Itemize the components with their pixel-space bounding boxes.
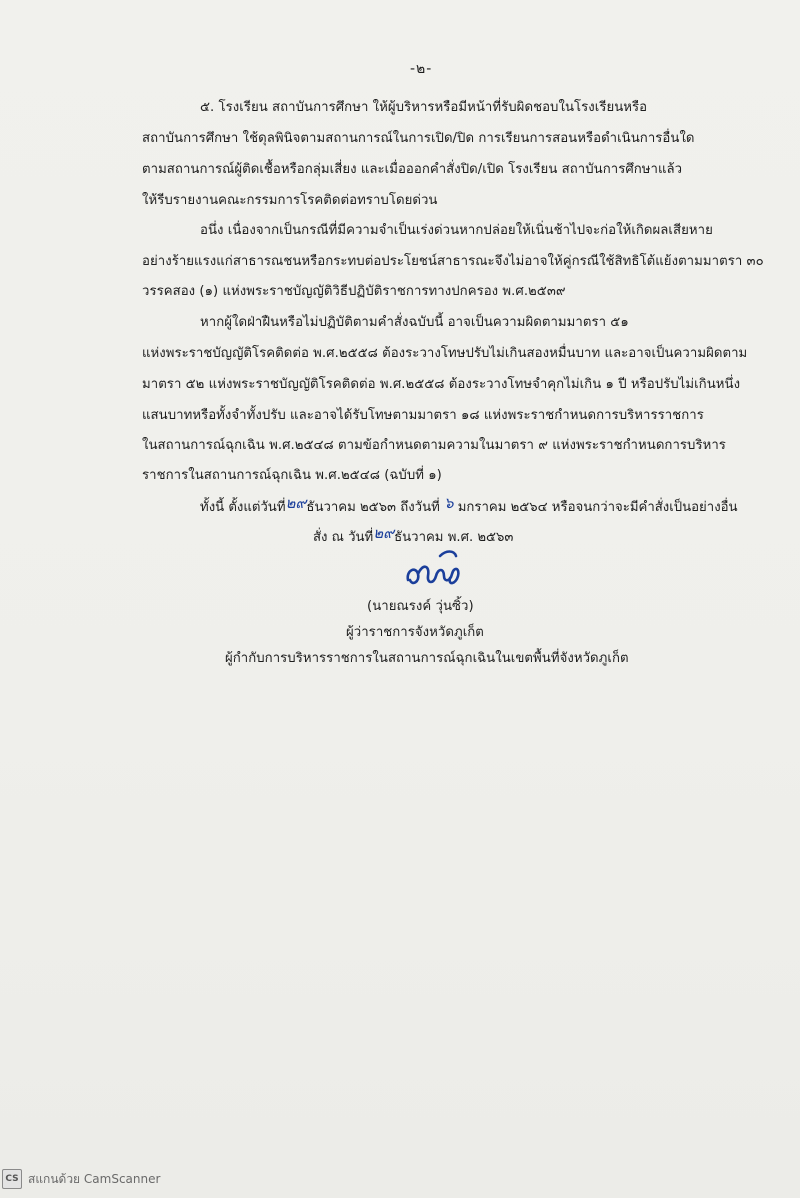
- handwritten-end-day: ๖: [443, 494, 454, 512]
- paragraph-line: มาตรา ๕๒ แห่งพระราชบัญญัติโรคติดต่อ พ.ศ.๒๕๕๘ ต้องระวางโทษจำคุกไม่เกิน ๑ ปี หรือปรับไม่เกินหนึ่ง: [142, 377, 741, 392]
- handwritten-start-day: ๒๙: [285, 494, 307, 512]
- handwritten-order-day: ๒๙: [373, 524, 395, 542]
- page-number: -๒-: [410, 61, 433, 77]
- effective-suffix: มกราคม ๒๕๖๔ หรือจนกว่าจะมีคำสั่งเป็นอย่างอื่น: [453, 500, 738, 515]
- paragraph-line: หากผู้ใดฝ่าฝืนหรือไม่ปฏิบัติตามคำสั่งฉบับนี้ อาจเป็นความผิดตามมาตรา ๕๑: [200, 315, 629, 330]
- paragraph-line: ราชการในสถานการณ์ฉุกเฉิน พ.ศ.๒๕๔๘ (ฉบับที่ ๑): [142, 468, 442, 483]
- effective-middle: ธันวาคม ๒๕๖๓ ถึงวันที่: [306, 500, 440, 515]
- scanner-watermark: [0, 1168, 160, 1190]
- paragraph-line: อนึ่ง เนื่องจากเป็นกรณีที่มีความจำเป็นเร่งด่วนหากปล่อยให้เนิ่นช้าไปจะก่อให้เกิดผลเสียหาย: [200, 223, 713, 238]
- effective-prefix: ทั้งนี้ ตั้งแต่วันที่: [200, 500, 286, 515]
- paragraph-line: ๕. โรงเรียน สถาบันการศึกษา ให้ผู้บริหารหรือมีหน้าที่รับผิดชอบในโรงเรียนหรือ: [200, 100, 648, 115]
- paragraph-line: ตามสถานการณ์ผู้ติดเชื้อหรือกลุ่มเสี่ยง และเมื่อออกคำสั่งปิด/เปิด โรงเรียน สถาบันการศึกษาแล้ว: [142, 162, 683, 177]
- order-suffix: ธันวาคม พ.ศ. ๒๕๖๓: [394, 530, 514, 545]
- order-prefix: สั่ง ณ วันที่: [313, 530, 374, 545]
- paragraph-line: แสนบาทหรือทั้งจำทั้งปรับ และอาจได้รับโทษตามมาตรา ๑๘ แห่งพระราชกำหนดการบริหารราชการ: [142, 408, 704, 423]
- paragraph-line: วรรคสอง (๑) แห่งพระราชบัญญัติวิธีปฏิบัติราชการทางปกครอง พ.ศ.๒๕๓๙: [142, 284, 566, 299]
- signatory-name: (นายณรงค์ วุ่นซิ้ว): [367, 599, 474, 614]
- signature-image: [400, 540, 470, 600]
- camscanner-logo-icon: CS: [2, 1169, 22, 1189]
- paragraph-line: สถาบันการศึกษา ใช้ดุลพินิจตามสถานการณ์ในการเปิด/ปิด การเรียนการสอนหรือดำเนินการอื่นใด: [142, 131, 695, 146]
- paragraph-line: ให้รีบรายงานคณะกรรมการโรคติดต่อทราบโดยด่วน: [142, 193, 438, 208]
- effective-period: [200, 494, 738, 517]
- paragraph-line: ในสถานการณ์ฉุกเฉิน พ.ศ.๒๕๔๘ ตามข้อกำหนดตามความในมาตรา ๙ แห่งพระราชกำหนดการบริหาร: [142, 438, 726, 453]
- signatory-title: ผู้ว่าราชการจังหวัดภูเก็ต: [346, 625, 484, 640]
- signatory-role: ผู้กำกับการบริหารราชการในสถานการณ์ฉุกเฉินในเขตพื้นที่จังหวัดภูเก็ต: [225, 651, 629, 666]
- paragraph-line: อย่างร้ายแรงแก่สาธารณชนหรือกระทบต่อประโยชน์สาธารณะจึงไม่อาจให้คู่กรณีใช้สิทธิโต้แย้งตามมาตรา ๓๐: [142, 254, 764, 269]
- paragraph-line: แห่งพระราชบัญญัติโรคติดต่อ พ.ศ.๒๕๕๘ ต้องระวางโทษปรับไม่เกินสองหมื่นบาท และอาจเป็นความผิดตาม: [142, 346, 748, 361]
- scanner-watermark-text: สแกนด้วย CamScanner: [28, 1171, 161, 1186]
